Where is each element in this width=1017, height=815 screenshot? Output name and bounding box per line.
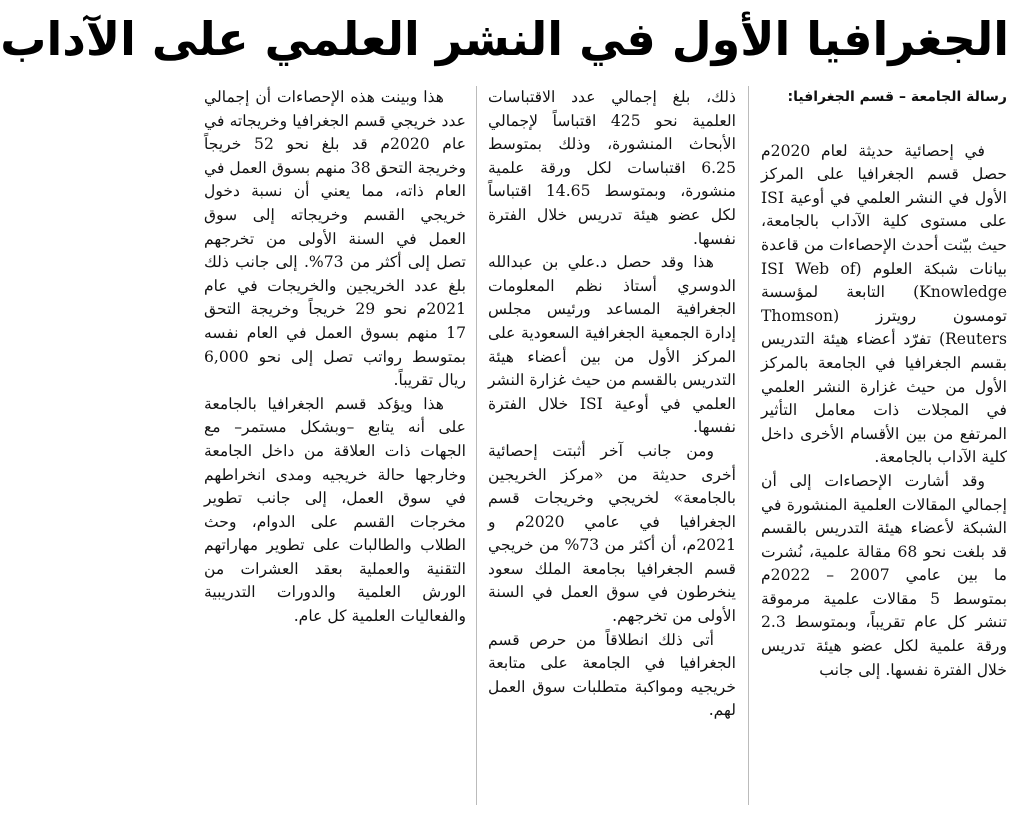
column-divider bbox=[748, 86, 749, 805]
paragraph: أتى ذلك انطلاقاً من حرص قسم الجغرافيا في الجامعة على متابعة خريجيه ومواكبة متطلبات سوق العمل لهم. bbox=[488, 630, 736, 720]
paragraph: وقد أشارت الإحصاءات إلى أن إجمالي المقالات العلمية المنشورة في الشبكة لأعضاء هيئة التدريس بالقسم قد بلغت نحو 68 مقالة علمية، نُشرت ما بين عامي 2007 – 2022م بمتوسط 5 مقالات علمية مرموقة تنشر كل عام تقريباً، وبمتوسط 2.3 ورقة علمية لكل عضو هيئة تدريس خلال الفترة نفسها. إلى جانب bbox=[761, 471, 1008, 679]
paragraph: هذا وقد حصل د.علي بن عبدالله الدوسري أستاذ نظم المعلومات الجغرافية المساعد ورئيس مجلس إدارة الجمعية الجغرافية السعودية على المركز الأول من بين أعضاء هيئة التدريس بالقسم من حيث غزارة النشر العلمي في أوعية ISI خلال الفترة نفسها. bbox=[488, 253, 736, 437]
article-byline: رسالة الجامعة – قسم الجغرافيا: bbox=[787, 89, 1007, 105]
column-divider bbox=[476, 86, 477, 805]
paragraph: هذا وبينت هذه الإحصاءات أن إجمالي عدد خريجي قسم الجغرافيا وخريجاته في عام 2020م قد بلغ نحو 52 خريجاً وخريجة التحق 38 منهم بسوق العمل في العام ذاته، مما يعني أن نسبة دخول خريجي القسم وخريجاته إلى سوق العمل في السنة الأولى من تخرجهم تصل إلى أكثر من 73%. إلى جانب ذلك بلغ عدد الخريجين والخريجات في عام 2021م نحو 29 خريجاً وخريجة التحق 17 منهم بسوق العمل في العام نفسه بمتوسط رواتب تصل إلى نحو 6,000 ريال تقريباً. bbox=[204, 88, 467, 390]
paragraph: ذلك، بلغ إجمالي عدد الاقتباسات العلمية نحو 425 اقتباساً لإجمالي الأبحاث المنشورة، وذلك بمتوسط 6.25 اقتباسات لكل ورقة علمية منشورة، وبمتوسط 14.65 اقتباساً لكل عضو هيئة تدريس خلال الفترة نفسها. bbox=[488, 88, 736, 248]
paragraph: في إحصائية حديثة لعام 2020م حصل قسم الجغرافيا على المركز الأول في النشر العلمي في أوعية ISI على مستوى كلية الآداب بالجامعة، حيث بيّنت أحدث الإحصاءات من قاعدة بيانات شبكة العلوم (ISI Web of Knowledge) التابعة لمؤسسة تومسون رويترز (Thomson Reuters) تفرّد أعضاء هيئة التدريس بقسم الجغرافيا في الجامعة بالمركز الأول من حيث غزارة النشر العلمي في المجلات ذات معامل التأثير المرتفع من بين الأقسام الأخرى داخل كلية الآداب بالجامعة. bbox=[761, 141, 1007, 467]
article-column-3 bbox=[204, 86, 466, 807]
article-column-1 bbox=[761, 86, 1007, 807]
paragraph: ومن جانب آخر أثبتت إحصائية أخرى حديثة من «مركز الخريجين بالجامعة» لخريجي وخريجات قسم الجغرافيا في عامي 2020م و 2021م، أن أكثر من 73% من خريجي قسم الجغرافيا بجامعة الملك سعود ينخرطون في سوق العمل في السنة الأولى من تخرجهم. bbox=[488, 441, 736, 626]
paragraph: هذا ويؤكد قسم الجغرافيا بالجامعة على أنه يتابع –وبشكل مستمر– مع الجهات ذات العلاقة من داخل الجامعة وخارجها حالة خريجيه ومدى انخراطهم في سوق العمل، إلى جانب تطوير مخرجات القسم على الدوام، وحث الطلاب والطالبات على تطوير مهاراتهم التقنية والعملية بعقد العشرات من الورش العلمية والدورات التدريبية والفعاليات العلمية كل عام. bbox=[204, 394, 466, 626]
article-column-2 bbox=[488, 86, 736, 807]
article-headline: الجغرافيا الأول في النشر العلمي على الآداب bbox=[0, 12, 1009, 66]
